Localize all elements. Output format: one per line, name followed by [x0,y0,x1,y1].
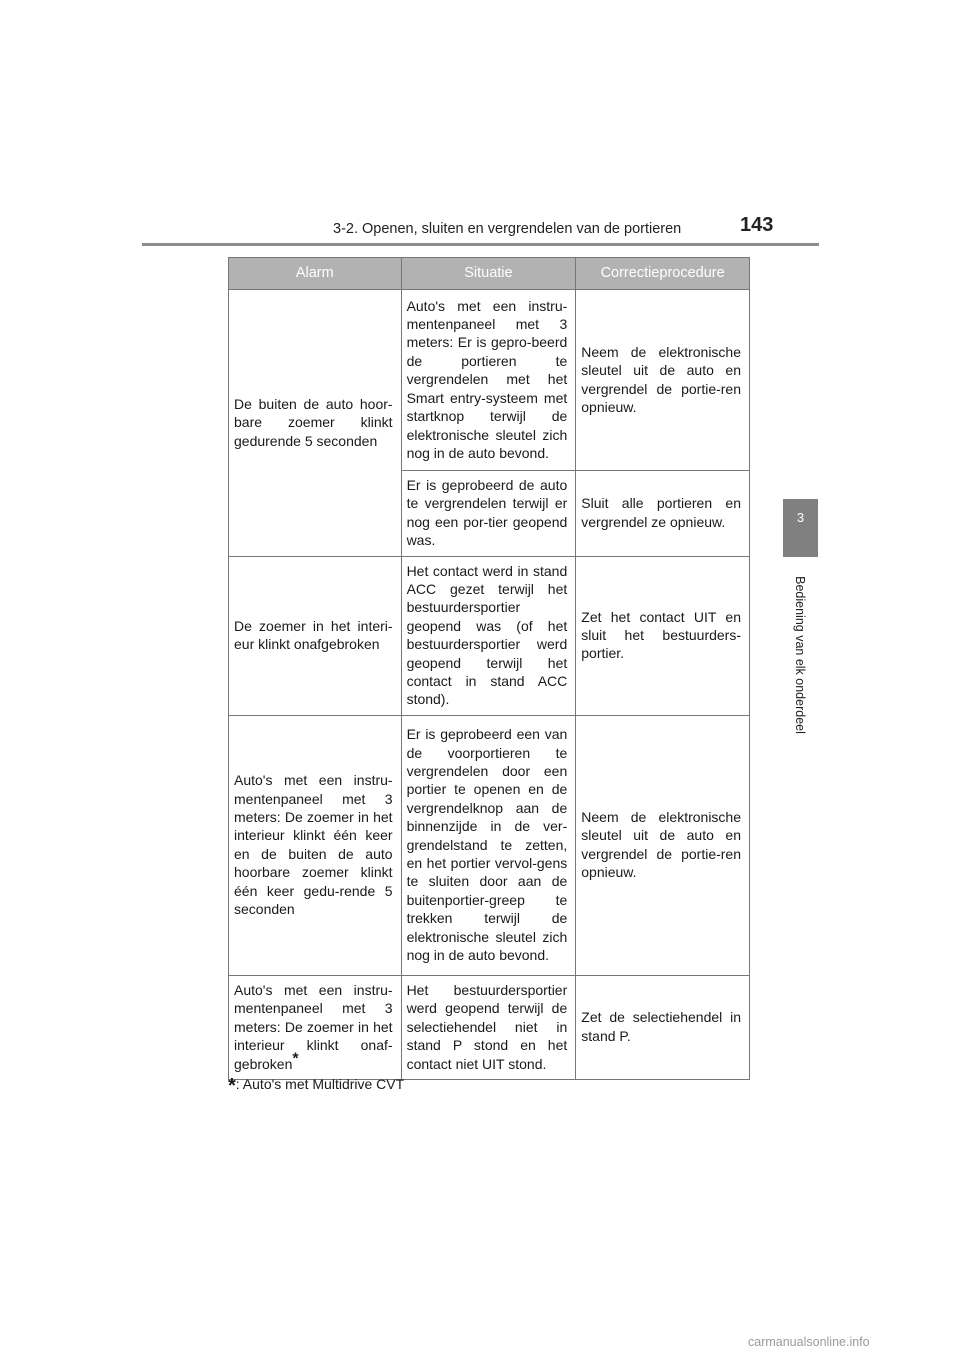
header-correctie: Correctieprocedure [576,258,750,290]
correctie-cell: Neem de elektronische sleutel uit de auto en vergrendel de portie-ren opnieuw. [576,715,750,975]
alarm-cell: De buiten de auto hoor-bare zoemer klinkt gedurende 5 seconden [229,290,402,557]
table-row [229,975,750,1079]
situatie-cell: Er is geprobeerd een van de voorportieren te vergrendelen door een portier te openen en de vergrendelknop aan de binnenzijde in de ver-grendelstand te zetten, en het portier vervol-gens te sluiten door aan de buitenportier-greep te trekken terwijl de elektronische sleutel zich nog in de auto bevond. [401,715,576,975]
table-row [229,715,750,975]
table-row [229,290,750,471]
footnote-star: * [228,1075,236,1097]
alarm-cell: Auto's met een instru-mentenpaneel met 3 meters: De zoemer in het interieur klinkt één keer en de buiten de auto hoorbare zoemer klinkt één keer gedu-rende 5 seconden [229,715,402,975]
watermark: carmanualsonline.info [748,1335,870,1349]
table-header-row [229,258,750,290]
alarm-cell: De zoemer in het interi-eur klinkt onafgebroken [229,556,402,715]
correctie-cell: Zet het contact UIT en sluit het bestuurders-portier. [576,556,750,715]
alarm-cell [229,975,402,1079]
chapter-number: 3 [796,510,805,525]
footnote-marker: * [292,1049,299,1067]
header-divider [142,243,819,246]
footnote-text: : Auto's met Multidrive CVT [235,1076,405,1092]
correctie-cell: Sluit alle portieren en vergrendel ze opnieuw. [576,471,750,557]
situatie-cell: Het bestuurdersportier werd geopend terwijl de selectiehendel niet in stand P stond en het contact niet UIT stond. [401,975,576,1079]
chapter-title: Bediening van elk onderdeel [793,576,807,734]
footnote [228,1075,404,1098]
table-row [229,556,750,715]
page-header [0,0,960,250]
section-title: 3-2. Openen, sluiten en vergrendelen van de portieren [333,221,682,237]
situatie-cell: Het contact werd in stand ACC gezet terwijl het bestuurdersportier geopend was (of het bestuurdersportier werd geopend terwijl het contact in stand ACC stond). [401,556,576,715]
alarm-table [228,257,750,1080]
alarm-text: Auto's met een instru-mentenpaneel met 3 meters: De zoemer in het interieur klinkt onaf-gebroken [234,981,393,1072]
situatie-cell: Auto's met een instru-mentenpaneel met 3 meters: Er is gepro-beerd de portieren te vergrendelen met het Smart entry-systeem met startknop terwijl de elektronische sleutel zich nog in de auto bevond. [401,290,576,471]
header-situatie: Situatie [401,258,576,290]
correctie-cell: Neem de elektronische sleutel uit de auto en vergrendel de portie-ren opnieuw. [576,290,750,471]
header-alarm: Alarm [229,258,402,290]
situatie-cell: Er is geprobeerd de auto te vergrendelen terwijl er nog een por-tier geopend was. [401,471,576,557]
page-number: 143 [740,214,774,236]
chapter-tab [783,499,818,557]
correctie-cell: Zet de selectiehendel in stand P. [576,975,750,1079]
